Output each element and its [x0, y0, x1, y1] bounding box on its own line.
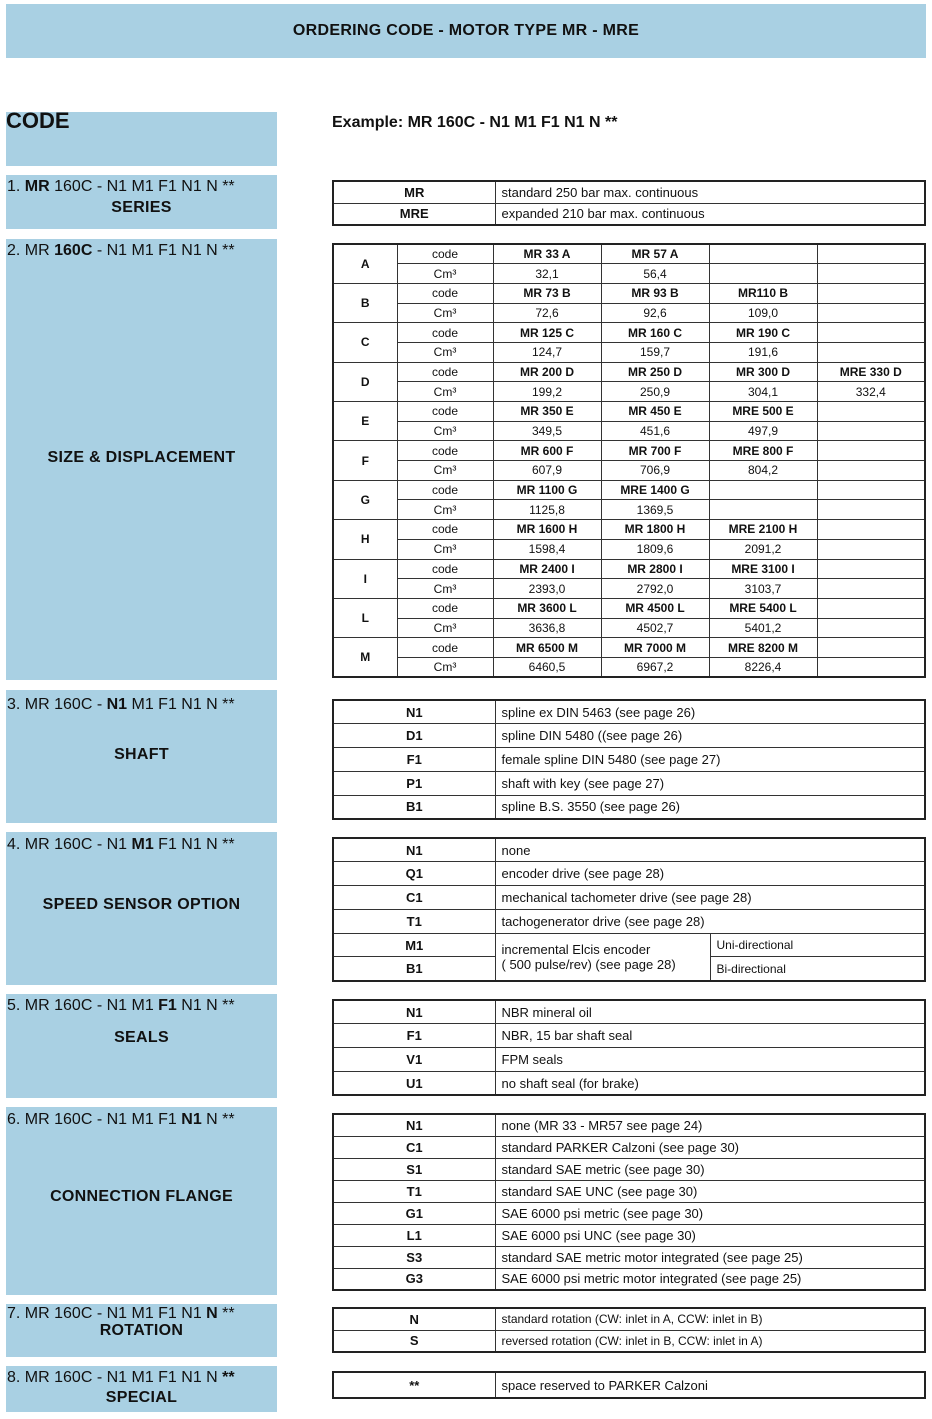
option-description: standard SAE UNC (see page 30)	[495, 1180, 925, 1202]
option-description: encoder drive (see page 28)	[495, 862, 925, 886]
model-code: MR 1100 G	[493, 480, 601, 500]
table-row	[333, 1136, 925, 1158]
row-label-code: code	[397, 598, 493, 618]
model-code: MR 600 F	[493, 441, 601, 461]
row-label-cm3: Cm³	[397, 657, 493, 677]
option-code: V1	[333, 1048, 495, 1072]
option-code: G3	[333, 1268, 495, 1290]
size-code-row	[333, 441, 925, 461]
size-letter: E	[333, 402, 397, 441]
row-label-code: code	[397, 480, 493, 500]
row-label-code: code	[397, 638, 493, 658]
option-description: NBR mineral oil	[495, 1000, 925, 1024]
option-description: none	[495, 838, 925, 862]
model-code	[817, 559, 925, 579]
displacement-value: 109,0	[709, 303, 817, 323]
model-code: MRE 2100 H	[709, 520, 817, 540]
displacement-value: 497,9	[709, 421, 817, 441]
option-code: S1	[333, 1158, 495, 1180]
table-row	[333, 1000, 925, 1024]
model-code: MR110 B	[709, 283, 817, 303]
model-code	[817, 244, 925, 264]
encoder-description	[495, 933, 710, 981]
displacement-value: 607,9	[493, 461, 601, 481]
option-description: female spline DIN 5480 (see page 27)	[495, 748, 925, 772]
section-7-title: ROTATION	[99, 1322, 184, 1339]
table-row	[333, 1202, 925, 1224]
row-label-code: code	[397, 402, 493, 422]
size-letter: B	[333, 283, 397, 322]
option-code: P1	[333, 771, 495, 795]
size-displacement-row	[333, 461, 925, 481]
option-description: standard SAE metric motor integrated (see page 25)	[495, 1246, 925, 1268]
displacement-value	[709, 264, 817, 284]
option-code: MR	[333, 181, 495, 203]
size-displacement-row	[333, 421, 925, 441]
displacement-value: 8226,4	[709, 657, 817, 677]
displacement-value	[817, 500, 925, 520]
row-label-cm3: Cm³	[397, 539, 493, 559]
series-rows	[333, 181, 925, 225]
size-code-row	[333, 520, 925, 540]
option-code: T1	[333, 909, 495, 933]
option-description: standard SAE metric (see page 30)	[495, 1158, 925, 1180]
table-row	[333, 748, 925, 772]
option-code: MRE	[333, 203, 495, 225]
option-description: standard 250 bar max. continuous	[495, 181, 925, 203]
option-code: N1	[333, 838, 495, 862]
model-code: MR 93 B	[601, 283, 709, 303]
table-row	[333, 862, 925, 886]
displacement-value: 159,7	[601, 342, 709, 362]
size-displacement-row	[333, 618, 925, 638]
size-letter: F	[333, 441, 397, 480]
table-row	[333, 203, 925, 225]
section-3-title: SHAFT	[114, 746, 169, 763]
model-code: MR 6500 M	[493, 638, 601, 658]
option-description: spline DIN 5480 ((see page 26)	[495, 724, 925, 748]
option-description: standard PARKER Calzoni (see page 30)	[495, 1136, 925, 1158]
row-label-code: code	[397, 283, 493, 303]
option-code: F1	[333, 748, 495, 772]
row-label-code: code	[397, 559, 493, 579]
displacement-value	[817, 264, 925, 284]
table-row	[333, 886, 925, 910]
section-6-title: CONNECTION FLANGE	[50, 1188, 233, 1205]
header-bar	[6, 4, 926, 58]
displacement-value	[817, 539, 925, 559]
table-row	[333, 1158, 925, 1180]
table-row	[333, 1024, 925, 1048]
size-code-row	[333, 323, 925, 343]
option-code: N	[333, 1308, 495, 1330]
displacement-value: 72,6	[493, 303, 601, 323]
option-description: mechanical tachometer drive (see page 28)	[495, 886, 925, 910]
option-code: M1	[333, 933, 495, 957]
displacement-value	[817, 461, 925, 481]
option-description: shaft with key (see page 27)	[495, 771, 925, 795]
option-description: standard rotation (CW: inlet in A, CCW: inlet in B)	[495, 1308, 925, 1330]
model-code: MR 250 D	[601, 362, 709, 382]
size-letter: G	[333, 480, 397, 519]
option-description: spline B.S. 3550 (see page 26)	[495, 795, 925, 819]
row-label-cm3: Cm³	[397, 421, 493, 441]
sensor-table	[332, 837, 926, 982]
size-displacement-row	[333, 579, 925, 599]
model-code: MR 2400 I	[493, 559, 601, 579]
section-6-code: 6. MR 160C - N1 M1 F1 N1 N **	[7, 1111, 235, 1128]
size-displacement-row	[333, 500, 925, 520]
model-code	[709, 244, 817, 264]
size-code-row	[333, 244, 925, 264]
encoder-direction: Bi-directional	[710, 957, 925, 981]
model-code: MR 57 A	[601, 244, 709, 264]
option-code: D1	[333, 724, 495, 748]
option-description: SAE 6000 psi metric (see page 30)	[495, 1202, 925, 1224]
size-displacement-row	[333, 264, 925, 284]
option-code: Q1	[333, 862, 495, 886]
size-code-row	[333, 598, 925, 618]
displacement-value	[709, 500, 817, 520]
displacement-value: 6460,5	[493, 657, 601, 677]
shaft-table	[332, 699, 926, 820]
size-code-row	[333, 402, 925, 422]
section-5-code: 5. MR 160C - N1 M1 F1 N1 N **	[7, 997, 235, 1014]
displacement-value	[817, 618, 925, 638]
option-description: SAE 6000 psi metric motor integrated (see page 25)	[495, 1268, 925, 1290]
table-row	[333, 771, 925, 795]
displacement-value: 191,6	[709, 342, 817, 362]
option-description: FPM seals	[495, 1048, 925, 1072]
option-code: T1	[333, 1180, 495, 1202]
option-code: N1	[333, 1114, 495, 1136]
row-label-code: code	[397, 441, 493, 461]
table-row	[333, 1224, 925, 1246]
row-label-cm3: Cm³	[397, 264, 493, 284]
size-letter: D	[333, 362, 397, 401]
option-code: L1	[333, 1224, 495, 1246]
option-description: expanded 210 bar max. continuous	[495, 203, 925, 225]
example-code: Example: MR 160C - N1 M1 F1 N1 N **	[332, 114, 618, 131]
size-code-row	[333, 283, 925, 303]
model-code: MR 1800 H	[601, 520, 709, 540]
model-code: MR 2800 I	[601, 559, 709, 579]
encoder-line-2: ( 500 pulse/rev) (see page 28)	[501, 956, 676, 972]
model-code	[817, 638, 925, 658]
encoder-direction: Uni-directional	[710, 933, 925, 957]
displacement-value: 4502,7	[601, 618, 709, 638]
option-code: C1	[333, 1136, 495, 1158]
option-code: **	[333, 1372, 495, 1398]
page-title: ORDERING CODE - MOTOR TYPE MR - MRE	[292, 22, 640, 39]
row-label-cm3: Cm³	[397, 461, 493, 481]
displacement-value	[817, 657, 925, 677]
size-letter: L	[333, 598, 397, 637]
model-code	[817, 520, 925, 540]
displacement-value: 2091,2	[709, 539, 817, 559]
model-code: MR 125 C	[493, 323, 601, 343]
displacement-value: 5401,2	[709, 618, 817, 638]
model-code: MR 350 E	[493, 402, 601, 422]
model-code: MR 160 C	[601, 323, 709, 343]
option-code: C1	[333, 886, 495, 910]
table-row	[333, 838, 925, 862]
table-row	[333, 1180, 925, 1202]
model-code	[817, 323, 925, 343]
displacement-value: 1125,8	[493, 500, 601, 520]
model-code	[709, 480, 817, 500]
section-7-code: 7. MR 160C - N1 M1 F1 N1 N **	[7, 1305, 235, 1322]
size-displacement-row	[333, 539, 925, 559]
size-table	[332, 243, 926, 678]
displacement-value: 706,9	[601, 461, 709, 481]
model-code: MR 190 C	[709, 323, 817, 343]
model-code: MRE 5400 L	[709, 598, 817, 618]
table-row	[333, 1372, 925, 1398]
table-row	[333, 724, 925, 748]
table-row	[333, 700, 925, 724]
option-description: space reserved to PARKER Calzoni	[495, 1372, 925, 1398]
model-code: MRE 1400 G	[601, 480, 709, 500]
displacement-value: 332,4	[817, 382, 925, 402]
option-description: reversed rotation (CW: inlet in B, CCW: inlet in A)	[495, 1330, 925, 1352]
displacement-value: 804,2	[709, 461, 817, 481]
model-code: MRE 3100 I	[709, 559, 817, 579]
option-code: N1	[333, 700, 495, 724]
section-2-title: SIZE & DISPLACEMENT	[47, 449, 236, 466]
model-code	[817, 480, 925, 500]
table-row	[333, 1048, 925, 1072]
option-code: U1	[333, 1071, 495, 1095]
section-5-title: SEALS	[114, 1029, 169, 1046]
displacement-value: 1809,6	[601, 539, 709, 559]
option-description: none (MR 33 - MR57 see page 24)	[495, 1114, 925, 1136]
table-row	[333, 1071, 925, 1095]
model-code: MR 700 F	[601, 441, 709, 461]
model-code: MR 300 D	[709, 362, 817, 382]
displacement-value: 451,6	[601, 421, 709, 441]
table-row	[333, 909, 925, 933]
size-displacement-row	[333, 303, 925, 323]
row-label-cm3: Cm³	[397, 579, 493, 599]
option-code: N1	[333, 1000, 495, 1024]
option-code: S3	[333, 1246, 495, 1268]
size-letter: H	[333, 520, 397, 559]
model-code	[817, 598, 925, 618]
option-code: B1	[333, 957, 495, 981]
code-label: CODE	[6, 108, 70, 133]
table-row	[333, 1246, 925, 1268]
displacement-value: 199,2	[493, 382, 601, 402]
table-row	[333, 1330, 925, 1352]
flange-table	[332, 1113, 926, 1291]
option-description: NBR, 15 bar shaft seal	[495, 1024, 925, 1048]
size-letter: I	[333, 559, 397, 598]
row-label-code: code	[397, 362, 493, 382]
size-letter: A	[333, 244, 397, 283]
displacement-value: 304,1	[709, 382, 817, 402]
model-code: MR 450 E	[601, 402, 709, 422]
displacement-value: 6967,2	[601, 657, 709, 677]
table-row	[333, 795, 925, 819]
model-code: MR 73 B	[493, 283, 601, 303]
section-2-code: 2. MR 160C - N1 M1 F1 N1 N **	[7, 242, 235, 259]
section-1-title: SERIES	[111, 199, 172, 216]
size-code-row	[333, 480, 925, 500]
row-label-cm3: Cm³	[397, 618, 493, 638]
section-4-code: 4. MR 160C - N1 M1 F1 N1 N **	[7, 836, 235, 853]
table-row	[333, 1114, 925, 1136]
model-code: MR 33 A	[493, 244, 601, 264]
option-description: no shaft seal (for brake)	[495, 1071, 925, 1095]
model-code: MRE 800 F	[709, 441, 817, 461]
model-code: MR 7000 M	[601, 638, 709, 658]
displacement-value: 92,6	[601, 303, 709, 323]
displacement-value: 2393,0	[493, 579, 601, 599]
displacement-value: 250,9	[601, 382, 709, 402]
model-code	[817, 283, 925, 303]
model-code: MRE 330 D	[817, 362, 925, 382]
size-displacement-row	[333, 657, 925, 677]
row-label-cm3: Cm³	[397, 342, 493, 362]
model-code	[817, 402, 925, 422]
section-1-code: 1. MR 160C - N1 M1 F1 N1 N **	[7, 178, 235, 195]
special-table	[332, 1371, 926, 1399]
table-row	[333, 181, 925, 203]
table-row	[333, 1268, 925, 1290]
displacement-value: 56,4	[601, 264, 709, 284]
rotation-table	[332, 1307, 926, 1353]
row-label-code: code	[397, 520, 493, 540]
model-code: MRE 500 E	[709, 402, 817, 422]
model-code: MR 200 D	[493, 362, 601, 382]
displacement-value	[817, 421, 925, 441]
table-row	[333, 933, 925, 957]
displacement-value: 2792,0	[601, 579, 709, 599]
size-code-row	[333, 638, 925, 658]
option-description: tachogenerator drive (see page 28)	[495, 909, 925, 933]
displacement-value: 3636,8	[493, 618, 601, 638]
row-label-cm3: Cm³	[397, 382, 493, 402]
size-code-row	[333, 559, 925, 579]
option-code: S	[333, 1330, 495, 1352]
option-code: B1	[333, 795, 495, 819]
displacement-value	[817, 342, 925, 362]
displacement-value: 3103,7	[709, 579, 817, 599]
displacement-value: 32,1	[493, 264, 601, 284]
option-description: spline ex DIN 5463 (see page 26)	[495, 700, 925, 724]
row-label-cm3: Cm³	[397, 500, 493, 520]
displacement-value: 1369,5	[601, 500, 709, 520]
size-displacement-row	[333, 342, 925, 362]
model-code: MR 3600 L	[493, 598, 601, 618]
table-row	[333, 1308, 925, 1330]
size-displacement-row	[333, 382, 925, 402]
option-code: F1	[333, 1024, 495, 1048]
section-8-code: 8. MR 160C - N1 M1 F1 N1 N **	[7, 1369, 235, 1386]
displacement-value: 124,7	[493, 342, 601, 362]
option-description: SAE 6000 psi UNC (see page 30)	[495, 1224, 925, 1246]
row-label-code: code	[397, 323, 493, 343]
series-table	[332, 180, 926, 226]
displacement-value	[817, 303, 925, 323]
displacement-value: 1598,4	[493, 539, 601, 559]
section-3-code: 3. MR 160C - N1 M1 F1 N1 N **	[7, 696, 235, 713]
section-8-title: SPECIAL	[105, 1389, 178, 1406]
section-4-title: SPEED SENSOR OPTION	[42, 896, 241, 913]
model-code: MR 1600 H	[493, 520, 601, 540]
size-letter: M	[333, 638, 397, 677]
size-letter: C	[333, 323, 397, 362]
option-code: G1	[333, 1202, 495, 1224]
seals-table	[332, 999, 926, 1096]
row-label-cm3: Cm³	[397, 303, 493, 323]
displacement-value	[817, 579, 925, 599]
encoder-line-1: incremental Elcis encoder	[501, 941, 651, 957]
model-code: MRE 8200 M	[709, 638, 817, 658]
model-code	[817, 441, 925, 461]
size-code-row	[333, 362, 925, 382]
row-label-code: code	[397, 244, 493, 264]
displacement-value: 349,5	[493, 421, 601, 441]
model-code: MR 4500 L	[601, 598, 709, 618]
